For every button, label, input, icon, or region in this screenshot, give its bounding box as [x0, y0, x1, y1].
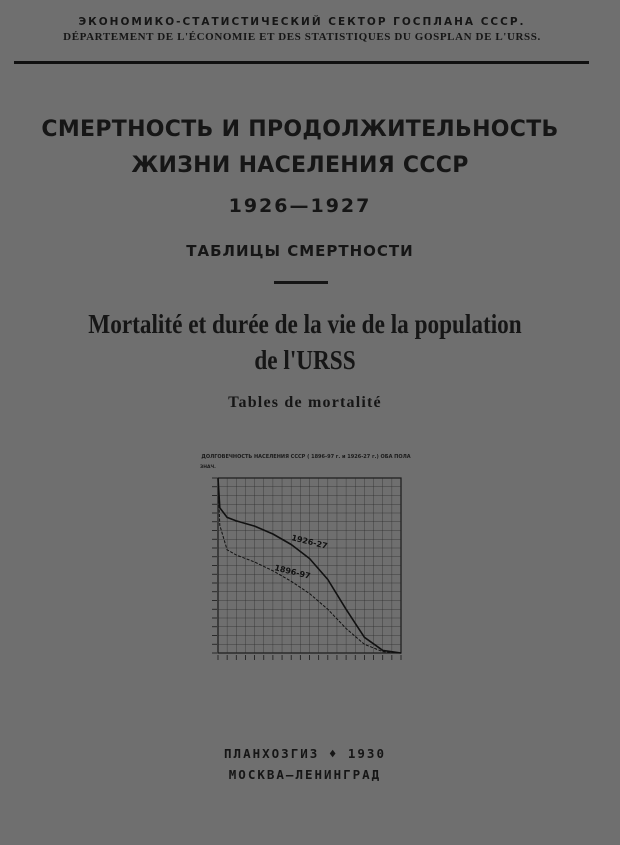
survival-chart	[196, 448, 416, 673]
chart-grid	[212, 478, 401, 660]
y-axis-label: ЗНАЧ.	[200, 465, 216, 470]
chart-series-labels	[274, 533, 329, 581]
french-title-line2: de l'URSS	[254, 345, 356, 375]
russian-subtitle: ТАБЛИЦЫ СМЕРТНОСТИ	[186, 242, 414, 260]
chart-title: ДОЛГОВЕЧНОСТЬ НАСЕЛЕНИЯ СССР ( 1896-97 г. и 1926-27 г.) ОБА ПОЛА	[201, 454, 411, 460]
series-label-1926-27: 1926-27	[290, 533, 329, 551]
years: 1926—1927	[228, 195, 372, 217]
french-title-line1: Mortalité et durée de la vie de la population	[88, 309, 522, 339]
russian-title-line1: СМЕРТНОСТЬ И ПРОДОЛЖИТЕЛЬНОСТЬ	[41, 117, 559, 142]
header-rule	[14, 61, 589, 64]
publisher-line: ПЛАНХОЗГИЗ ♦ 1930	[224, 746, 386, 761]
french-title	[43, 306, 568, 378]
russian-title-line2: ЖИЗНИ НАСЕЛЕНИЯ СССР	[131, 153, 469, 178]
publisher-city: МОСКВА—ЛЕНИНГРАД	[228, 767, 382, 782]
french-subtitle: Tables de mortalité	[228, 394, 382, 411]
publisher-block	[0, 743, 610, 785]
header-ru-org: ЭКОНОМИКО-СТАТИСТИЧЕСКИЙ СЕКТОР ГОСПЛАНА СССР.	[78, 16, 526, 28]
russian-title	[0, 112, 600, 184]
title-divider	[274, 281, 328, 284]
series-label-1896-97: 1896-97	[273, 563, 312, 581]
cover-header	[14, 14, 590, 45]
header-fr-org: DÉPARTEMENT DE L'ÉCONOMIE ET DES STATISTIQUES DU GOSPLAN DE L'URSS.	[63, 31, 541, 43]
